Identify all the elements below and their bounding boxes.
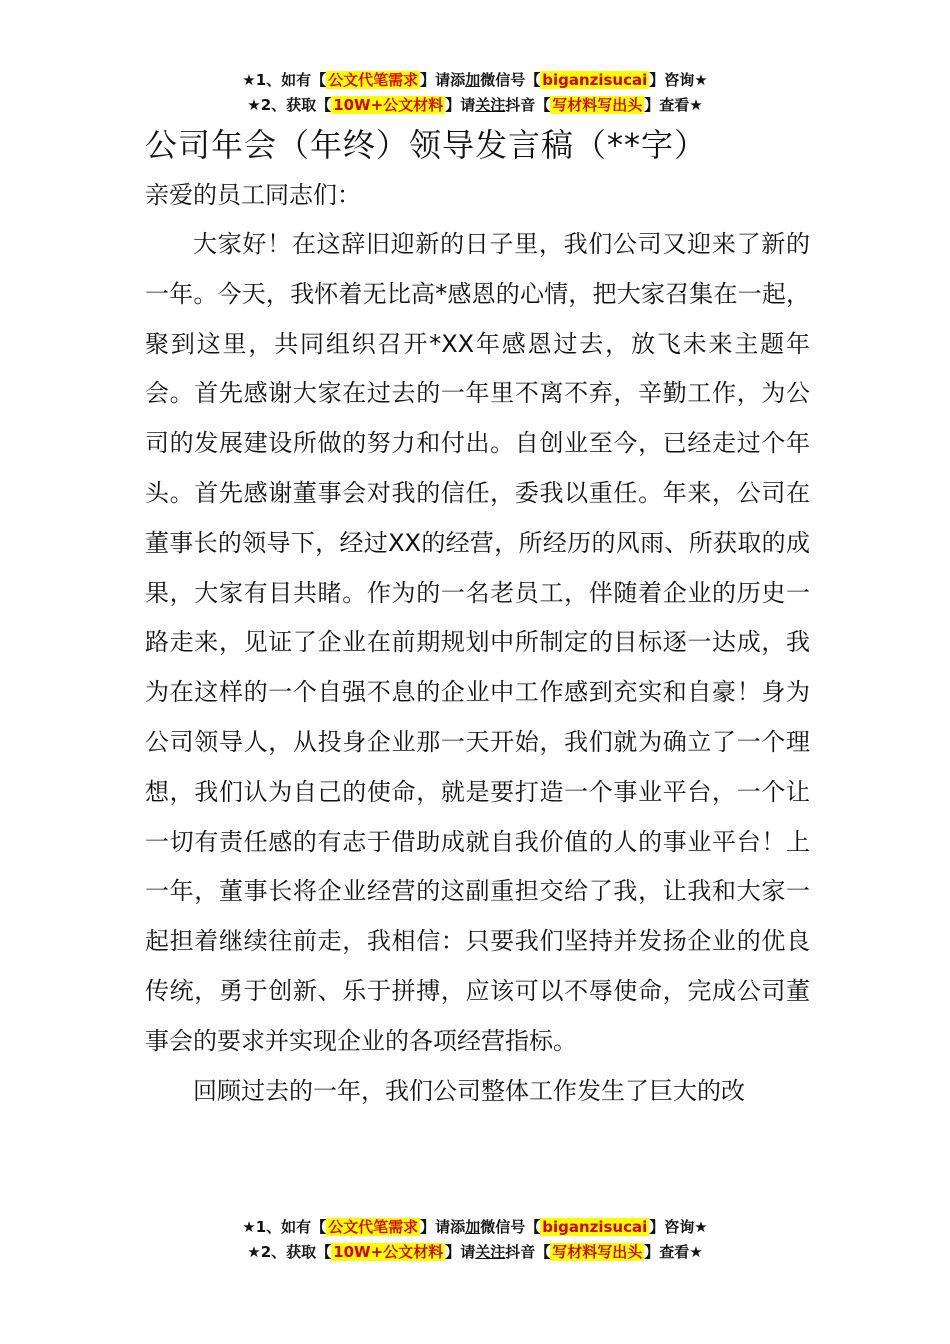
promo-text: 】请 (445, 96, 476, 114)
promo-text: 】请添 (420, 1218, 466, 1236)
promo-highlight: biganzisucai (542, 71, 648, 89)
promo-highlight: 10W+公文材料 (333, 96, 444, 114)
promo-underline-text: 关注 (475, 96, 506, 114)
promo-text: 】咨询★ (649, 71, 708, 89)
promo-text: 微信号【 (480, 71, 541, 89)
paragraph: 回顾过去的一年，我们公司整体工作发生了巨大的改 (193, 1076, 745, 1105)
promo-highlight: 写材料写出头 (552, 1243, 643, 1261)
promo-text: 】咨询★ (649, 1218, 708, 1236)
promo-text: 微信号【 (480, 1218, 541, 1236)
promo-underline-text: 加 (465, 1218, 481, 1236)
promo-text: 】查看★ (644, 96, 703, 114)
promo-line-1 (0, 1215, 950, 1240)
promo-text: ★2、获取【 (247, 96, 332, 114)
promo-highlight: 公文代笔需求 (328, 71, 419, 89)
document-body (145, 120, 810, 1116)
promo-banner-top (0, 68, 950, 118)
promo-highlight: 写材料写出头 (552, 96, 643, 114)
promo-text: 】请添 (420, 71, 466, 89)
promo-underline-text: 加 (465, 71, 481, 89)
document-title: 公司年会（年终）领导发言稿（**字） (145, 126, 708, 164)
promo-line-1 (0, 68, 950, 93)
salutation: 亲爱的员工同志们： (145, 181, 361, 209)
paragraph: 大家好！在这辞旧迎新的日子里，我们公司又迎来了新的一年。今天，我怀着无比高*感恩的心情，把大家召集在一起，聚到这里，共同组织召开*XX年感恩过去，放飞未来主题年会。首先感谢大家在过去的一年里不离不弃，辛勤工作，为公司的发展建设所做的努力和付出。自创业至今，已经走过个年头。首先感谢董事会对我的信任，委我以重任。年来，公司在董事长的领导下，经过XX的经营，所经历的风雨、所获取的成果，大家有目共睹。作为的一名老员工，伴随着企业的历史一路走来，见证了企业在前期规划中所制定的目标逐一达成，我为在这样的一个自强不息的企业中工作感到充实和自豪！身为公司领导人，从投身企业那一天开始，我们就为确立了一个理想，我们认为自己的使命，就是要打造一个事业平台，一个让一切有责任感的有志于借助成就自我价值的人的事业平台！上一年，董事长将企业经营的这副重担交给了我，让我和大家一起担着继续往前走，我相信：只要我们坚持并发扬企业的优良传统，勇于创新、乐于拼搏，应该可以不辱使命，完成公司董事会的要求并实现企业的各项经营指标。 (145, 230, 810, 1055)
promo-highlight: 公文代笔需求 (328, 1218, 419, 1236)
promo-highlight: biganzisucai (542, 1218, 648, 1236)
promo-text: 抖音【 (505, 1243, 551, 1261)
promo-text: ★1、如有【 (242, 71, 327, 89)
promo-highlight: 10W+公文材料 (333, 1243, 444, 1261)
promo-line-2 (0, 93, 950, 118)
promo-line-2 (0, 1240, 950, 1265)
promo-banner-bottom (0, 1215, 950, 1265)
promo-underline-text: 关注 (475, 1243, 506, 1261)
promo-text: 抖音【 (505, 96, 551, 114)
promo-text: ★1、如有【 (242, 1218, 327, 1236)
promo-text: ★2、获取【 (247, 1243, 332, 1261)
promo-text: 】查看★ (644, 1243, 703, 1261)
promo-text: 】请 (445, 1243, 476, 1261)
